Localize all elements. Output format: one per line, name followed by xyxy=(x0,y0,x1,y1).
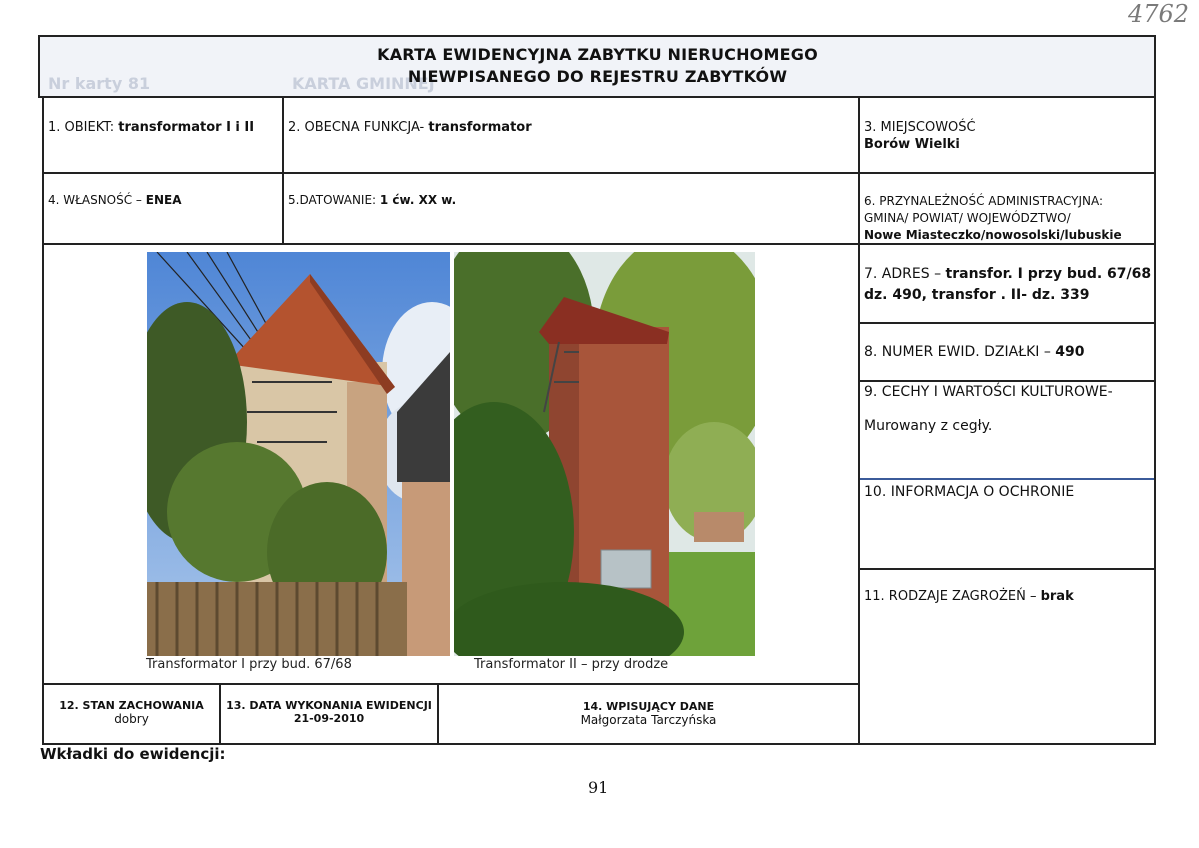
obiekt-label: 1. OBIEKT: xyxy=(48,120,119,135)
field-adres xyxy=(864,264,1151,306)
table-border xyxy=(42,96,44,745)
table-border xyxy=(38,96,1156,98)
footer-data xyxy=(221,699,437,725)
stan-value: dobry xyxy=(114,712,149,726)
wlasnosc-value: ENEA xyxy=(145,193,182,207)
adres-value-2: dz. 490, transfor . II- dz. 339 xyxy=(864,287,1090,303)
ochrona-label: 10. INFORMACJA O OCHRONIE xyxy=(864,484,1075,500)
table-border xyxy=(858,478,1156,480)
field-zagrozenia xyxy=(864,589,1074,604)
datowanie-value: 1 ćw. XX w. xyxy=(379,193,457,207)
data-label: 13. DATA WYKONANIA EWIDENCJI xyxy=(226,699,432,712)
ghost-print-through: Nr karty 81 xyxy=(48,74,151,93)
miejscowosc-value: Borów Wielki xyxy=(864,137,960,152)
title-line-1: KARTA EWIDENCYJNA ZABYTKU NIERUCHOMEGO xyxy=(377,45,818,64)
przynaleznosc-label-1: 6. PRZYNALEŻNOŚĆ ADMINISTRACYJNA: xyxy=(864,194,1104,208)
title-line-2: NIEWPISANEGO DO REJESTRU ZABYTKÓW xyxy=(407,67,788,86)
table-border xyxy=(282,96,284,245)
photo-transformator-1 xyxy=(147,252,450,656)
przynaleznosc-value: Nowe Miasteczko/nowosolski/lubuskie xyxy=(864,228,1122,242)
wlasnosc-label: 4. WŁASNOŚĆ – xyxy=(48,193,146,207)
table-border xyxy=(858,322,1156,324)
table-border xyxy=(1154,35,1156,745)
table-border xyxy=(858,96,860,745)
adres-label: 7. ADRES – xyxy=(864,266,946,282)
wpisujacy-label: 14. WPISUJĄCY DANE xyxy=(582,700,715,713)
cechy-value: Murowany z cegły. xyxy=(864,418,993,434)
cechy-label: 9. CECHY I WARTOŚCI KULTUROWE- xyxy=(864,384,1113,400)
funkcja-label: 2. OBECNA FUNKCJA- xyxy=(288,120,429,135)
przynaleznosc-label-2: GMINA/ POWIAT/ WOJEWÓDZTWO/ xyxy=(864,211,1071,225)
field-miejscowosc xyxy=(864,119,976,153)
field-przynaleznosc xyxy=(864,193,1122,244)
footer-wpisujacy xyxy=(439,700,858,727)
field-datowanie xyxy=(288,193,456,207)
page-number: 91 xyxy=(588,778,609,797)
field-obiekt xyxy=(48,119,254,136)
field-wlasnosc xyxy=(48,193,181,207)
handwritten-number: 4762 xyxy=(1128,0,1190,28)
numer-label: 8. NUMER EWID. DZIAŁKI – xyxy=(864,344,1056,360)
adres-value-1: transfor. I przy bud. 67/68 xyxy=(945,266,1152,282)
table-border xyxy=(858,380,1156,382)
table-border xyxy=(42,172,1156,174)
zagrozenia-value: brak xyxy=(1040,589,1074,604)
footer-stan xyxy=(44,699,219,726)
table-border xyxy=(38,35,1156,37)
zagrozenia-label: 11. RODZAJE ZAGROŻEŃ – xyxy=(864,589,1041,604)
photo-transformator-2 xyxy=(454,252,755,656)
funkcja-value: transformator xyxy=(428,120,532,135)
table-border xyxy=(42,683,860,685)
field-cechy xyxy=(864,384,1113,434)
stan-label: 12. STAN ZACHOWANIA xyxy=(59,699,204,712)
obiekt-value: transformator I i II xyxy=(118,120,255,135)
wpisujacy-value: Małgorzata Tarczyńska xyxy=(580,713,717,727)
table-border xyxy=(858,568,1156,570)
photo-caption-2: Transformator II – przy drodze xyxy=(474,657,669,672)
miejscowosc-label: 3. MIEJSCOWOŚĆ xyxy=(864,120,976,135)
field-funkcja xyxy=(288,119,532,136)
wkladki-label: Wkładki do ewidencji: xyxy=(40,745,226,763)
datowanie-label: 5.DATOWANIE: xyxy=(288,193,380,207)
data-value: 21-09-2010 xyxy=(293,712,365,725)
page-title xyxy=(40,44,1155,88)
table-border xyxy=(38,35,40,98)
field-ochrona xyxy=(864,484,1074,500)
field-numer xyxy=(864,344,1085,360)
photo-caption-1: Transformator I przy bud. 67/68 xyxy=(146,657,352,672)
numer-value: 490 xyxy=(1055,344,1085,360)
ghost-print-through-2: KARTA GMINNEJ xyxy=(292,74,435,93)
